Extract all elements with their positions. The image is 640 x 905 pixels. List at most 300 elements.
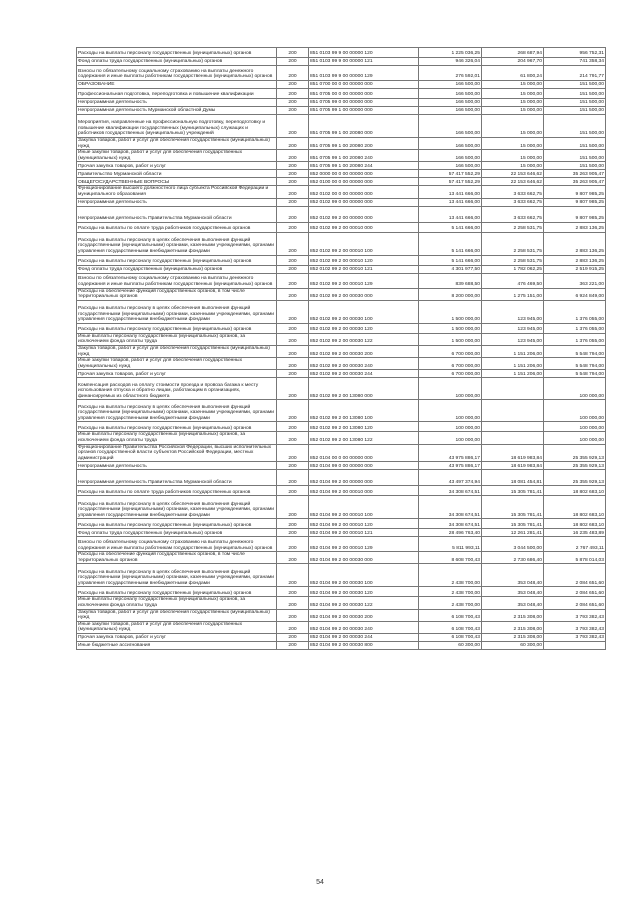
remaining-amount-cell: 3 793 382,43 [544,634,606,642]
executed-amount-cell [482,432,544,444]
budget-code-cell: 852 0104 99 2 00 00000 000 [309,470,419,486]
line-code-cell: 200 [277,422,309,432]
executed-amount-cell: 15 000,00 [482,138,544,150]
line-code-cell: 200 [277,345,309,357]
description-cell: Фонд оплаты труда государственных (муниципальных) органов [77,58,277,66]
executed-amount-cell: 18 081 454,81 [482,470,544,486]
remaining-amount-cell: 9 807 985,25 [544,206,606,222]
budget-code-cell: 852 0102 99 2 00 00000 000 [309,206,419,222]
remaining-amount-cell: 25 355 929,13 [544,462,606,470]
executed-amount-cell: 18 619 983,84 [482,462,544,470]
remaining-amount-cell: 2 519 915,25 [544,265,606,273]
executed-amount-cell: 15 305 781,41 [482,519,544,529]
table-row [77,138,606,150]
approved-amount-cell: 28 496 763,40 [419,529,482,537]
remaining-amount-cell: 2 883 136,25 [544,255,606,265]
remaining-amount-cell: 9 807 985,25 [544,198,606,206]
budget-code-cell: 851 0705 99 1 00 20080 200 [309,138,419,150]
remaining-amount-cell: 3 793 382,43 [544,621,606,633]
executed-amount-cell: 12 261 281,41 [482,529,544,537]
budget-code-cell: 851 0103 99 9 00 00000 120 [309,48,419,58]
line-code-cell: 200 [277,486,309,496]
executed-amount-cell: 123 945,00 [482,323,544,333]
approved-amount-cell: 2 438 700,00 [419,597,482,609]
approved-amount-cell: 5 141 666,00 [419,255,482,265]
description-cell: Расходы на выплаты персоналу государственных (муниципальных) органов [77,519,277,529]
line-code-cell: 200 [277,273,309,288]
remaining-amount-cell: 2 084 651,60 [544,597,606,609]
table-row [77,81,606,89]
remaining-amount-cell: 5 878 014,03 [544,552,606,564]
description-cell: Расходы на выплаты персоналу в целях обеспечения выполнения функций государственными (муниципальными) органами, казенными учреждениями, органами управления государственными внебюджетными фондами [77,496,277,519]
executed-amount-cell: 1 151 206,00 [482,345,544,357]
executed-amount-cell: 1 151 206,00 [482,370,544,378]
remaining-amount-cell: 151 500,00 [544,138,606,150]
table-row [77,422,606,432]
description-cell: Расходы на выплаты персоналу государственных (муниципальных) органов [77,48,277,58]
line-code-cell: 200 [277,564,309,587]
table-row [77,333,606,345]
executed-amount-cell: 15 000,00 [482,81,544,89]
table-row [77,89,606,99]
remaining-amount-cell: 2 084 651,60 [544,564,606,587]
approved-amount-cell: 57 417 552,29 [419,170,482,178]
remaining-amount-cell: 2 084 651,60 [544,587,606,597]
budget-code-cell: 852 0102 99 2 00 00010 120 [309,255,419,265]
executed-amount-cell: 268 687,94 [482,48,544,58]
description-cell: Расходы на выплаты персоналу государственных (муниципальных) органов [77,422,277,432]
executed-amount-cell: 15 000,00 [482,150,544,162]
table-row [77,48,606,58]
approved-amount-cell: 6 700 000,00 [419,345,482,357]
approved-amount-cell: 2 438 700,00 [419,587,482,597]
approved-amount-cell: 1 500 000,00 [419,333,482,345]
line-code-cell: 200 [277,66,309,81]
description-cell: Иные выплаты персоналу государственных (муниципальных) органов, за исключением фонда оплаты труда [77,597,277,609]
remaining-amount-cell: 956 752,31 [544,48,606,58]
budget-code-cell: 852 0102 99 2 00 00030 240 [309,358,419,370]
description-cell: Непрограммная деятельность Мурманской областной Думы [77,107,277,115]
approved-amount-cell: 166 500,00 [419,107,482,115]
line-code-cell: 200 [277,537,309,552]
remaining-amount-cell: 100 000,00 [544,378,606,400]
budget-code-cell: 852 0104 00 0 00 00000 000 [309,444,419,462]
table-row [77,470,606,486]
approved-amount-cell: 1 500 000,00 [419,323,482,333]
description-cell: Иные бюджетные ассигнования [77,642,277,650]
description-cell: Иные закупки товаров, работ и услуг для обеспечения государственных (муниципальных) нужд [77,621,277,633]
description-cell: Иные закупки товаров, работ и услуг для обеспечения государственных (муниципальных) нужд [77,358,277,370]
executed-amount-cell: 2 258 531,75 [482,222,544,232]
remaining-amount-cell: 151 500,00 [544,150,606,162]
executed-amount-cell: 15 305 781,41 [482,486,544,496]
table-row [77,597,606,609]
description-cell: Непрограммная деятельность [77,462,277,470]
description-cell: Расходы на выплаты персоналу в целях обеспечения выполнения функций государственными (муниципальными) органами, казенными учреждениями, органами управления государственными внебюджетными фондами [77,564,277,587]
table-body [77,48,606,650]
budget-code-cell: 852 0102 99 2 00 00030 244 [309,370,419,378]
executed-amount-cell: 18 619 983,84 [482,444,544,462]
line-code-cell: 200 [277,222,309,232]
executed-amount-cell: 15 000,00 [482,99,544,107]
table-row [77,206,606,222]
budget-code-cell: 852 0104 99 2 00 00030 240 [309,621,419,633]
budget-code-cell: 852 0104 99 2 00 00030 100 [309,564,419,587]
executed-amount-cell: 3 633 662,75 [482,206,544,222]
approved-amount-cell: 6 108 700,43 [419,634,482,642]
line-code-cell: 200 [277,150,309,162]
approved-amount-cell: 34 308 674,51 [419,519,482,529]
budget-code-cell: 852 0104 99 2 00 00030 800 [309,642,419,650]
executed-amount-cell: 2 315 308,00 [482,621,544,633]
line-code-cell: 200 [277,462,309,470]
line-code-cell: 200 [277,587,309,597]
table-row [77,537,606,552]
approved-amount-cell: 6 700 000,00 [419,358,482,370]
executed-amount-cell: 123 945,00 [482,333,544,345]
approved-amount-cell: 60 300,00 [419,642,482,650]
remaining-amount-cell: 16 235 483,89 [544,529,606,537]
remaining-amount-cell [544,642,606,650]
table-row [77,587,606,597]
line-code-cell: 200 [277,58,309,66]
approved-amount-cell: 8 200 000,00 [419,288,482,300]
table-row [77,150,606,162]
line-code-cell: 200 [277,107,309,115]
remaining-amount-cell: 151 500,00 [544,107,606,115]
approved-amount-cell: 43 975 886,17 [419,462,482,470]
table-row [77,232,606,255]
table-row [77,99,606,107]
budget-code-cell: 852 0104 99 2 00 00010 000 [309,486,419,496]
line-code-cell: 200 [277,432,309,444]
table-row [77,400,606,422]
budget-code-cell: 852 0102 99 2 00 00010 121 [309,265,419,273]
executed-amount-cell: 1 782 062,25 [482,265,544,273]
approved-amount-cell: 166 500,00 [419,162,482,170]
approved-amount-cell: 166 500,00 [419,81,482,89]
description-cell: Профессиональная подготовка, переподготовка и повышение квалификации [77,89,277,99]
budget-code-cell: 852 0102 99 2 00 00030 100 [309,300,419,323]
line-code-cell: 200 [277,89,309,99]
description-cell: Взносы по обязательному социальному страхованию на выплаты денежного содержания и иные выплаты работникам государственных (муниципальных) органов [77,537,277,552]
executed-amount-cell: 353 048,40 [482,564,544,587]
budget-code-cell: 852 0104 99 2 00 00010 129 [309,537,419,552]
line-code-cell: 200 [277,99,309,107]
executed-amount-cell: 2 258 531,75 [482,232,544,255]
table-row [77,358,606,370]
executed-amount-cell: 60 300,00 [482,642,544,650]
approved-amount-cell: 1 500 000,00 [419,300,482,323]
approved-amount-cell: 4 301 977,50 [419,265,482,273]
line-code-cell: 200 [277,470,309,486]
executed-amount-cell [482,378,544,400]
description-cell: Расходы на выплаты персоналу в целях обеспечения выполнения функций государственными (муниципальными) органами, казенными учреждениями, органами управления государственными внебюджетными фондами [77,400,277,422]
table-row [77,621,606,633]
line-code-cell: 200 [277,186,309,198]
table-row [77,564,606,587]
table-row [77,66,606,81]
budget-code-cell: 851 0103 99 9 00 00000 121 [309,58,419,66]
line-code-cell: 200 [277,48,309,58]
executed-amount-cell: 3 633 662,75 [482,198,544,206]
executed-amount-cell: 15 000,00 [482,115,544,138]
description-cell: Непрограммная деятельность Правительства Мурманской области [77,206,277,222]
budget-code-cell: 852 0102 99 2 00 13080 122 [309,432,419,444]
description-cell: Расходы на выплаты персоналу в целях обеспечения выполнения функций государственными (муниципальными) органами, казенными учреждениями, органами управления государственными внебюджетными фондами [77,232,277,255]
approved-amount-cell: 43 975 886,17 [419,444,482,462]
description-cell: Фонд оплаты труда государственных (муниципальных) органов [77,265,277,273]
description-cell: Мероприятия, направленные на профессиональную подготовку, переподготовку и повышение квалификации государственных (муниципальных) служащих и работников государственных (муниципальных) учреждений [77,115,277,138]
budget-code-cell: 852 0104 99 2 00 00010 120 [309,519,419,529]
table-row [77,432,606,444]
budget-code-cell: 851 0700 00 0 00 00000 000 [309,81,419,89]
table-row [77,107,606,115]
description-cell: Прочая закупка товаров, работ и услуг [77,370,277,378]
remaining-amount-cell: 25 355 929,13 [544,444,606,462]
approved-amount-cell: 276 592,01 [419,66,482,81]
executed-amount-cell: 61 800,24 [482,66,544,81]
approved-amount-cell: 5 141 666,00 [419,232,482,255]
remaining-amount-cell: 151 500,00 [544,99,606,107]
table-row [77,486,606,496]
table-row [77,378,606,400]
table-row [77,273,606,288]
table-row [77,370,606,378]
remaining-amount-cell: 3 793 382,43 [544,609,606,621]
budget-code-cell: 852 0102 99 2 00 00030 122 [309,333,419,345]
description-cell: ОБЩЕГОСУДАРСТВЕННЫЕ ВОПРОСЫ [77,178,277,186]
executed-amount-cell: 22 153 646,62 [482,170,544,178]
remaining-amount-cell: 2 767 493,11 [544,537,606,552]
description-cell: Функционирование Правительства Российской Федерации, высших исполнительных органов государственной власти субъектов Российской Федерации, местных администраций [77,444,277,462]
remaining-amount-cell: 2 883 136,25 [544,222,606,232]
approved-amount-cell: 13 441 666,00 [419,186,482,198]
description-cell: Закупка товаров, работ и услуг для обеспечения государственных (муниципальных) нужд [77,138,277,150]
budget-code-cell: 852 0102 99 0 00 00000 000 [309,198,419,206]
description-cell: ОБРАЗОВАНИЕ [77,81,277,89]
budget-code-cell: 852 0102 99 2 00 13080 100 [309,400,419,422]
table-row [77,323,606,333]
line-code-cell: 200 [277,642,309,650]
remaining-amount-cell: 214 791,77 [544,66,606,81]
approved-amount-cell: 2 438 700,00 [419,564,482,587]
description-cell: Непрограммная деятельность [77,99,277,107]
approved-amount-cell: 1 225 036,25 [419,48,482,58]
remaining-amount-cell: 363 221,00 [544,273,606,288]
remaining-amount-cell: 100 000,00 [544,432,606,444]
line-code-cell: 200 [277,333,309,345]
description-cell: Прочая закупка товаров, работ и услуг [77,162,277,170]
approved-amount-cell: 166 500,00 [419,99,482,107]
table-row [77,265,606,273]
budget-code-cell: 852 0000 00 0 00 00000 000 [309,170,419,178]
table-row [77,222,606,232]
budget-report-sheet [76,47,605,650]
line-code-cell: 200 [277,288,309,300]
executed-amount-cell: 2 730 686,40 [482,552,544,564]
executed-amount-cell: 123 945,00 [482,300,544,323]
remaining-amount-cell: 100 000,00 [544,422,606,432]
budget-execution-table [76,47,606,650]
remaining-amount-cell: 5 548 794,00 [544,345,606,357]
remaining-amount-cell: 5 548 794,00 [544,358,606,370]
description-cell: Закупка товаров, работ и услуг для обеспечения государственных (муниципальных) нужд [77,609,277,621]
executed-amount-cell: 1 275 151,00 [482,288,544,300]
line-code-cell: 200 [277,370,309,378]
remaining-amount-cell: 741 358,34 [544,58,606,66]
approved-amount-cell: 57 417 552,29 [419,178,482,186]
executed-amount-cell: 353 048,40 [482,587,544,597]
table-row [77,496,606,519]
approved-amount-cell: 166 500,00 [419,115,482,138]
line-code-cell: 200 [277,621,309,633]
table-row [77,519,606,529]
budget-code-cell: 851 0705 99 1 00 20080 000 [309,115,419,138]
description-cell: Расходы на выплаты персоналу государственных (муниципальных) органов [77,323,277,333]
table-row [77,255,606,265]
line-code-cell: 200 [277,115,309,138]
budget-code-cell: 852 0102 99 2 00 00030 120 [309,323,419,333]
line-code-cell: 200 [277,634,309,642]
approved-amount-cell: 8 608 700,43 [419,552,482,564]
executed-amount-cell: 204 967,70 [482,58,544,66]
line-code-cell: 200 [277,206,309,222]
executed-amount-cell [482,400,544,422]
table-row [77,300,606,323]
description-cell: Непрограммная деятельность [77,198,277,206]
table-row [77,642,606,650]
line-code-cell: 200 [277,300,309,323]
budget-code-cell: 851 0705 99 1 00 20080 240 [309,150,419,162]
budget-code-cell: 852 0102 99 2 00 00010 100 [309,232,419,255]
table-row [77,170,606,178]
line-code-cell: 200 [277,81,309,89]
line-code-cell: 200 [277,496,309,519]
description-cell: Расходы на выплаты по оплате труда работников государственных органов [77,222,277,232]
approved-amount-cell: 100 000,00 [419,422,482,432]
description-cell: Расходы на выплаты по оплате труда работников государственных органов [77,486,277,496]
budget-code-cell: 852 0104 99 2 00 00030 244 [309,634,419,642]
approved-amount-cell: 6 700 000,00 [419,370,482,378]
line-code-cell: 200 [277,358,309,370]
table-row [77,162,606,170]
executed-amount-cell: 22 153 646,62 [482,178,544,186]
approved-amount-cell: 6 108 700,43 [419,609,482,621]
approved-amount-cell: 43 497 374,94 [419,470,482,486]
line-code-cell: 200 [277,265,309,273]
remaining-amount-cell: 18 802 683,10 [544,519,606,529]
description-cell: Расходы на выплаты персоналу в целях обеспечения выполнения функций государственными (муниципальными) органами, казенными учреждениями, органами управления государственными внебюджетными фондами [77,300,277,323]
table-row [77,186,606,198]
table-row [77,552,606,564]
description-cell: Расходы на обеспечение функций государственных органов, в том числе территориальных органов [77,552,277,564]
approved-amount-cell: 839 688,50 [419,273,482,288]
description-cell: Иные выплаты персоналу государственных (муниципальных) органов, за исключением фонда оплаты труда [77,333,277,345]
approved-amount-cell: 34 308 674,51 [419,496,482,519]
remaining-amount-cell: 1 376 055,00 [544,323,606,333]
approved-amount-cell: 100 000,00 [419,432,482,444]
line-code-cell: 200 [277,609,309,621]
executed-amount-cell: 2 315 308,00 [482,634,544,642]
remaining-amount-cell: 18 802 683,10 [544,486,606,496]
line-code-cell: 200 [277,400,309,422]
executed-amount-cell: 476 469,50 [482,273,544,288]
remaining-amount-cell: 151 500,00 [544,89,606,99]
budget-code-cell: 852 0104 99 2 00 00010 100 [309,496,419,519]
budget-code-cell: 851 0705 99 1 00 20080 244 [309,162,419,170]
executed-amount-cell [482,422,544,432]
budget-code-cell: 852 0102 99 2 00 00030 200 [309,345,419,357]
line-code-cell: 200 [277,378,309,400]
description-cell: Функционирование высшего должностного лица субъекта Российской Федерации и муниципального образования [77,186,277,198]
remaining-amount-cell: 151 500,00 [544,81,606,89]
remaining-amount-cell: 9 807 985,25 [544,186,606,198]
executed-amount-cell: 2 258 531,75 [482,255,544,265]
line-code-cell: 200 [277,198,309,206]
executed-amount-cell: 353 048,40 [482,597,544,609]
description-cell: Расходы на выплаты персоналу государственных (муниципальных) органов [77,255,277,265]
budget-code-cell: 852 0104 99 2 00 00030 000 [309,552,419,564]
description-cell: Иные закупки товаров, работ и услуг для обеспечения государственных (муниципальных) нужд [77,150,277,162]
remaining-amount-cell: 35 263 905,47 [544,170,606,178]
description-cell: Взносы по обязательному социальному страхованию на выплаты денежного содержания и иные выплаты работникам государственных (муниципальных) органов [77,66,277,81]
page-number: 54 [316,879,324,886]
description-cell: Непрограммная деятельность Правительства Мурманской области [77,470,277,486]
remaining-amount-cell: 1 376 055,00 [544,333,606,345]
line-code-cell: 200 [277,170,309,178]
budget-code-cell: 852 0104 99 2 00 00030 120 [309,587,419,597]
table-row [77,609,606,621]
line-code-cell: 200 [277,178,309,186]
approved-amount-cell: 5 811 993,11 [419,537,482,552]
executed-amount-cell: 15 305 781,41 [482,496,544,519]
budget-code-cell: 852 0102 99 2 00 13080 000 [309,378,419,400]
approved-amount-cell: 100 000,00 [419,378,482,400]
approved-amount-cell: 166 500,00 [419,138,482,150]
remaining-amount-cell: 151 500,00 [544,162,606,170]
description-cell: Иные выплаты персоналу государственных (муниципальных) органов, за исключением фонда оплаты труда [77,432,277,444]
remaining-amount-cell: 6 924 849,00 [544,288,606,300]
line-code-cell: 200 [277,323,309,333]
description-cell: Расходы на выплаты персоналу государственных (муниципальных) органов [77,587,277,597]
budget-code-cell: 852 0102 99 2 00 00010 129 [309,273,419,288]
budget-code-cell: 852 0104 99 2 00 00030 200 [309,609,419,621]
description-cell: Закупка товаров, работ и услуг для обеспечения государственных (муниципальных) нужд [77,345,277,357]
line-code-cell: 200 [277,552,309,564]
line-code-cell: 200 [277,519,309,529]
budget-code-cell: 852 0104 99 0 00 00000 000 [309,462,419,470]
line-code-cell: 200 [277,597,309,609]
budget-code-cell: 852 0104 99 2 00 00010 121 [309,529,419,537]
budget-code-cell: 852 0102 99 2 00 00030 000 [309,288,419,300]
table-row [77,288,606,300]
table-row [77,58,606,66]
executed-amount-cell: 1 151 206,00 [482,358,544,370]
description-cell: Правительство Мурманской области [77,170,277,178]
remaining-amount-cell: 35 263 905,47 [544,178,606,186]
table-row [77,115,606,138]
budget-code-cell: 851 0705 00 0 00 00000 000 [309,89,419,99]
description-cell: Компенсация расходов на оплату стоимости проезда и провоза багажа к месту использования отпуска и обратно лицам, работающим в организациях, финансируемых из областного бюджета [77,378,277,400]
description-cell: Фонд оплаты труда государственных (муниципальных) органов [77,529,277,537]
line-code-cell: 200 [277,138,309,150]
table-row [77,462,606,470]
table-row [77,178,606,186]
approved-amount-cell: 6 108 700,43 [419,621,482,633]
line-code-cell: 200 [277,444,309,462]
budget-code-cell: 852 0102 99 2 00 13080 120 [309,422,419,432]
